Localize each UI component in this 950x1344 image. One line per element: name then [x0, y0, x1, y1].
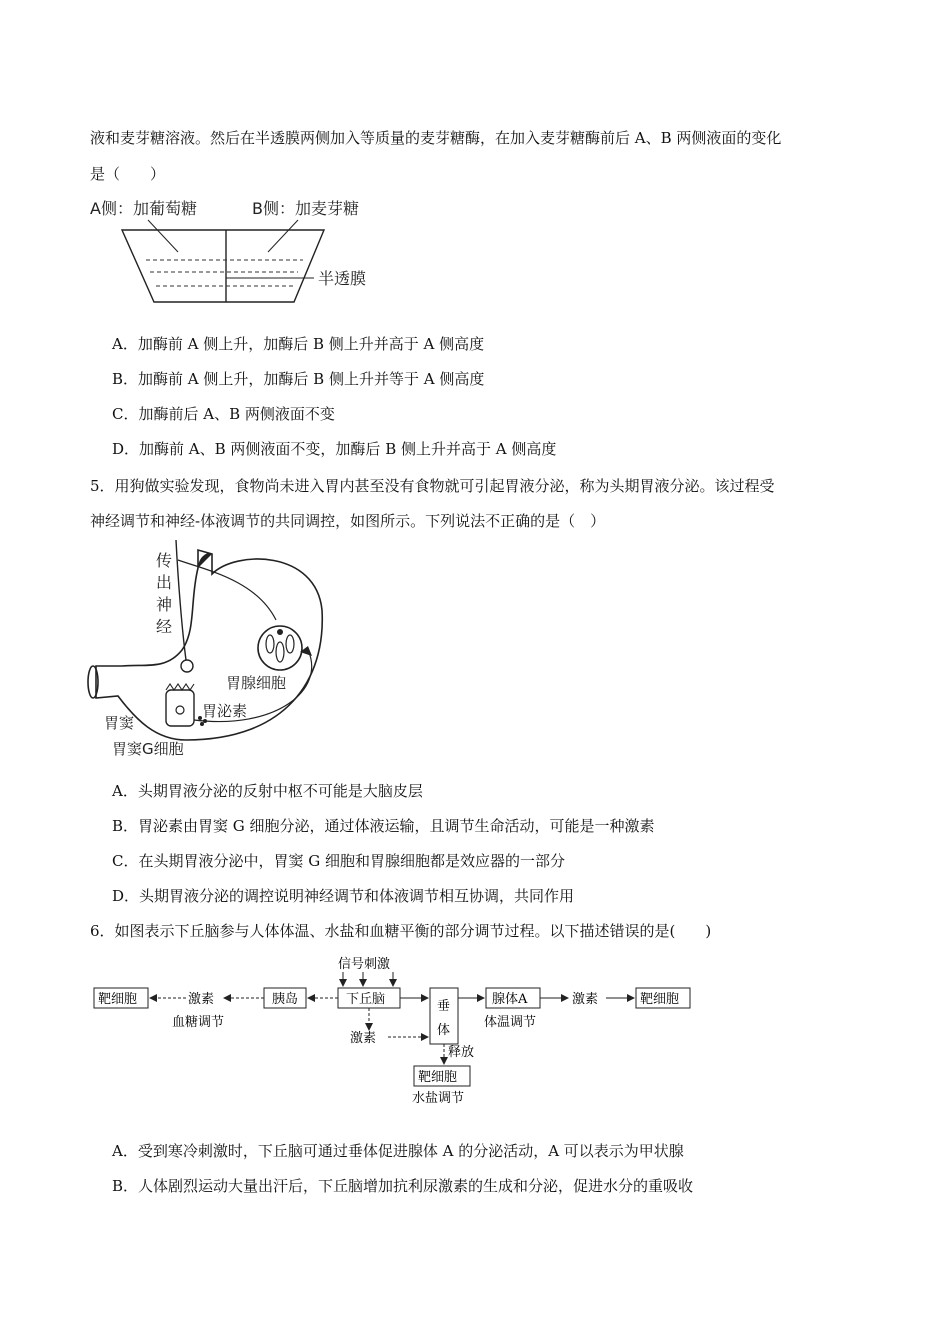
label-water-salt: 水盐调节 [412, 1091, 465, 1106]
label-nerve-3: 神 [156, 595, 173, 614]
u-tube-container [122, 230, 324, 302]
label-gastrin: 胃泌素 [202, 702, 248, 720]
label-islet: 胰岛 [272, 992, 299, 1007]
q4-option-d[interactable]: D．加酶前 A、B 两侧液面不变，加酶后 B 侧上升并高于 A 侧高度 [112, 440, 557, 458]
label-gland-a: 腺体A [492, 992, 528, 1007]
label-pituitary-1: 垂 [437, 999, 451, 1014]
label-g-cell: 胃窦G细胞 [112, 740, 184, 758]
hypothalamus-flowchart [88, 952, 698, 1108]
q5-option-b[interactable]: B．胃泌素由胃窦 G 细胞分泌，通过体液运输，且调节生命活动，可能是一种激素 [112, 817, 655, 835]
label-nerve-2: 出 [156, 573, 173, 592]
q4-option-a[interactable]: A．加酶前 A 侧上升，加酶后 B 侧上升并高于 A 侧高度 [112, 335, 485, 353]
label-target-bottom: 靶细胞 [418, 1070, 458, 1085]
q4-text-line2: 是（ ） [90, 165, 166, 183]
q5-option-d[interactable]: D．头期胃液分泌的调控说明神经调节和体液调节相互协调，共同作用 [112, 887, 575, 905]
q6-option-b[interactable]: B．人体剧烈运动大量出汗后，下丘脑增加抗利尿激素的生成和分泌，促进水分的重吸收 [112, 1177, 694, 1195]
label-release: 释放 [448, 1045, 475, 1060]
label-side-b: B侧：加麦芽糖 [252, 199, 359, 218]
label-signal: 信号刺激 [338, 957, 391, 972]
q5-option-c[interactable]: C．在头期胃液分泌中，胃窦 G 细胞和胃腺细胞都是效应器的一部分 [112, 852, 565, 870]
label-side-a: A侧：加葡萄糖 [90, 199, 197, 218]
label-body-temp: 体温调节 [484, 1015, 537, 1030]
g-cell [166, 690, 194, 726]
q4-text-line1: 液和麦芽糖溶液。然后在半透膜两侧加入等质量的麦芽糖酶，在加入麦芽糖酶前后 A、B 两侧液面的变化 [90, 129, 782, 147]
label-blood-sugar: 血糖调节 [172, 1015, 225, 1030]
osmosis-figure [88, 192, 388, 310]
q4-option-c[interactable]: C．加酶前后 A、B 两侧液面不变 [112, 405, 335, 423]
label-nerve-1: 传 [156, 551, 173, 570]
q6-text-line1: 6．如图表示下丘脑参与人体体温、水盐和血糖平衡的部分调节过程。以下描述错误的是( ) [90, 922, 712, 940]
label-pituitary-2: 体 [437, 1023, 451, 1038]
label-gland-cell: 胃腺细胞 [226, 674, 287, 692]
label-hormone-mid: 激素 [350, 1031, 377, 1046]
label-target-right: 靶细胞 [640, 992, 680, 1007]
stomach-figure [86, 540, 346, 766]
label-antrum: 胃窦 [104, 714, 135, 732]
q6-option-a[interactable]: A．受到寒冷刺激时，下丘脑可通过垂体促进腺体 A 的分泌活动，A 可以表示为甲状腺 [112, 1142, 684, 1160]
label-nerve-4: 经 [156, 617, 173, 636]
q5-text-line2: 神经调节和神经-体液调节的共同调控，如图所示。下列说法不正确的是（ ） [90, 512, 606, 530]
efferent-nerve [176, 540, 186, 660]
label-hypothalamus: 下丘脑 [346, 992, 386, 1007]
q5-text-line1: 5．用狗做实验发现，食物尚未进入胃内甚至没有食物就可引起胃液分泌，称为头期胃液分泌。该过程受 [90, 477, 775, 495]
q4-option-b[interactable]: B．加酶前 A 侧上升，加酶后 B 侧上升并等于 A 侧高度 [112, 370, 485, 388]
label-target-left: 靶细胞 [98, 992, 138, 1007]
label-hormone-right: 激素 [572, 992, 599, 1007]
label-hormone-left: 激素 [188, 992, 215, 1007]
label-membrane: 半透膜 [318, 269, 367, 288]
q5-option-a[interactable]: A．头期胃液分泌的反射中枢不可能是大脑皮层 [112, 782, 423, 800]
